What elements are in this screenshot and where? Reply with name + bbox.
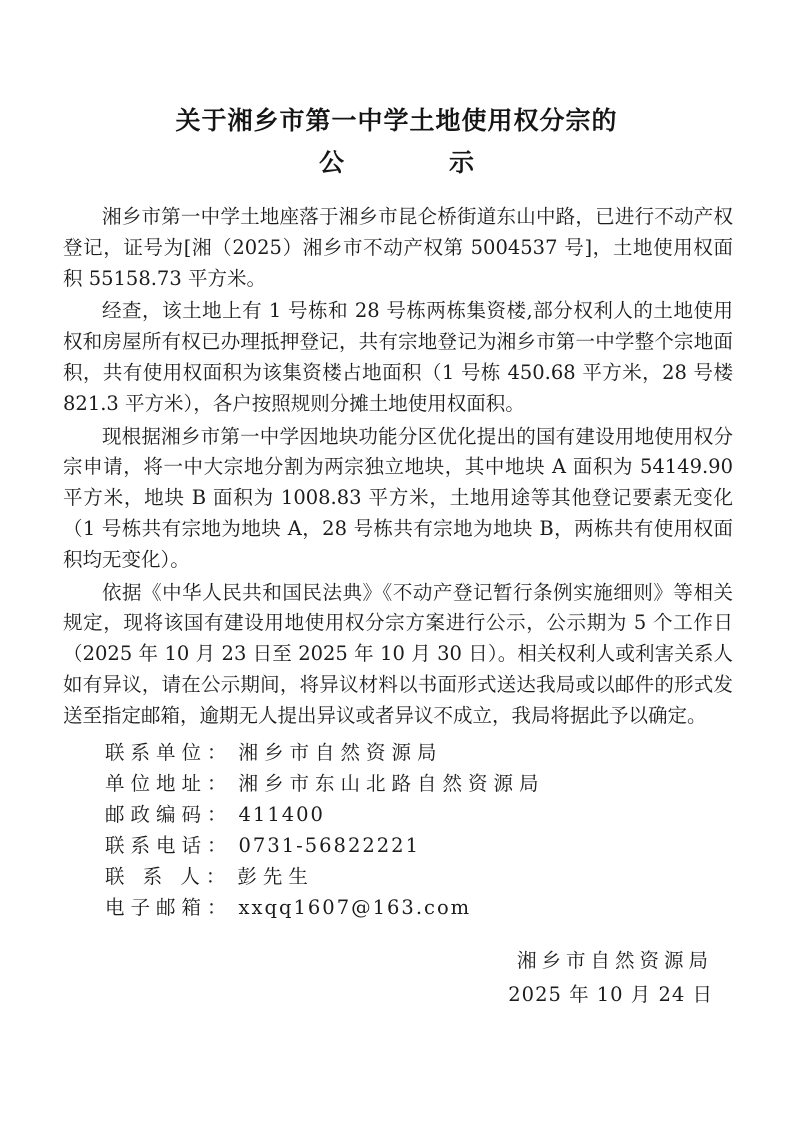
signature-block [0,944,713,1013]
subtitle-char-shi: 示 [449,148,475,177]
contact-label-email: 电子邮箱： [105,895,233,919]
contact-row-person [105,861,733,892]
contact-value-email: xxqq1607@163.com [238,895,472,919]
contact-label-unit: 联系单位： [105,740,233,764]
contact-label-phone: 联系电话： [105,833,233,857]
contact-label-address: 单位地址： [105,771,233,795]
contact-label-person: 联 系 人： [105,864,232,888]
contact-info-block [105,737,733,923]
document-subtitle [0,146,793,179]
contact-row-address [105,768,733,799]
notice-body [63,202,733,732]
paragraph-buildings-mortgage: 经查，该土地上有 1 号栋和 28 号栋两栋集资楼,部分权利人的土地使用权和房屋所有权已办理抵押登记，共有宗地登记为湘乡市第一中学整个宗地面积，共有使用权面积为该集资楼占地面积（1 号栋 450.68 平方米，28 号楼 821.3 平方米），各户按照规则分摊土地使用权面积。 [63,299,733,415]
paragraph-subdivision-plan: 现根据湘乡市第一中学因地块功能分区优化提出的国有建设用地使用权分宗申请，将一中大宗地分割为两宗独立地块，其中地块 A 面积为 54149.90 平方米，地块 B 面积为 1008.83 平方米，土地用途等其他登记要素无变化（1 号栋共有宗地为地块 A，28 号栋共有宗地为地块 B，两栋共有使用权面积均无变化）。 [63,424,733,571]
signature-organization: 湘乡市自然资源局 [516,948,713,972]
document-title: 关于湘乡市第一中学土地使用权分宗的 [175,106,618,135]
contact-label-postcode: 邮政编码： [105,802,233,826]
contact-value-postcode: 411400 [238,802,325,826]
signature-date: 2025 年 10 月 24 日 [508,982,713,1006]
contact-value-person: 彭先生 [237,864,314,888]
contact-row-postcode [105,799,733,830]
subtitle-char-gong: 公 [318,148,344,177]
contact-row-unit [105,737,733,768]
contact-row-email [105,892,733,923]
paragraph-legal-basis-objection: 依据《中华人民共和国民法典》《不动产登记暂行条例实施细则》等相关规定，现将该国有建设用地使用权分宗方案进行公示，公示期为 5 个工作日（2025 年 10 月 23 日至 2025 年 10 月 30 日）。相关权利人或利害关系人如有异议，请在公示期间，将异议材料以书面形式送达我局或以邮件的形式发送至指定邮箱，逾期无人提出异议或者异议不成立，我局将据此予以确定。 [63,580,734,727]
contact-value-address: 湘乡市东山北路自然资源局 [238,771,545,795]
contact-value-unit: 湘乡市自然资源局 [238,740,443,764]
contact-value-phone: 0731-56822221 [238,833,420,857]
paragraph-location-registration: 湘乡市第一中学土地座落于湘乡市昆仑桥街道东山中路，已进行不动产权登记，证号为[湘（2025）湘乡市不动产权第 5004537 号]，土地使用权面积 55158.73 平方米。 [63,205,733,290]
contact-row-phone [105,830,733,861]
